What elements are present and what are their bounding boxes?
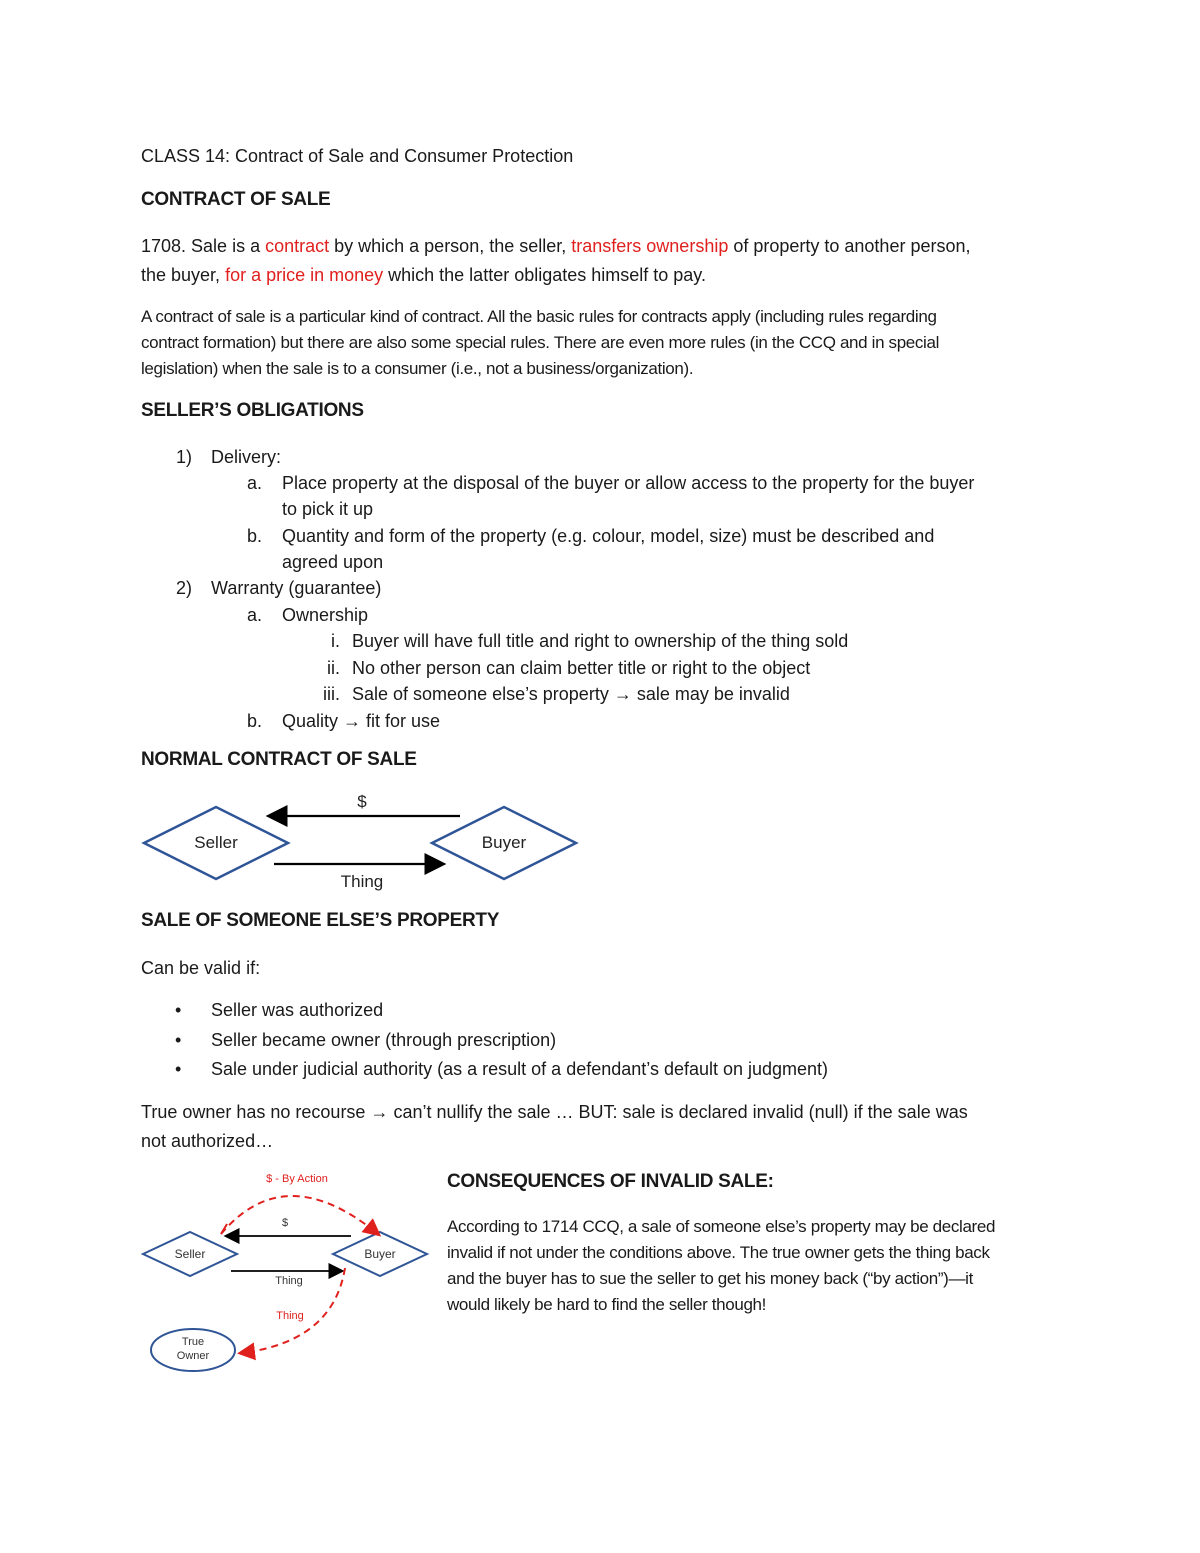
quality-pre: Quality [282,711,344,731]
paragraph-line: would likely be hard to find the seller though! [447,1295,767,1314]
thing-label: Thing [340,872,384,891]
invalid-sale-diagram [135,1160,435,1380]
paragraph-line: A contract of sale is a particular kind of contract. All the basic rules for contracts apply (including rules regarding [141,307,937,326]
heading-contract-of-sale: CONTRACT OF SALE [141,189,331,210]
def1-mid: by which a person, the seller, [329,236,572,256]
bullet-icon: • [175,1059,182,1079]
contract-paragraph [141,304,939,382]
roman-ii: ii. [327,658,340,678]
money-label: $ [281,1217,289,1229]
right-arrow-icon: → [370,1102,389,1122]
heading-normal-contract: NORMAL CONTRACT OF SALE [141,749,417,770]
definition-line-2 [141,262,706,288]
bullet-item: Seller became owner (through prescription) [211,1030,557,1050]
consequences-paragraph [447,1214,995,1318]
list-letter-1b: b. [247,526,263,546]
def1-contract: contract [265,236,330,256]
list-item-quality [282,708,440,734]
roman-iii-post: sale may be invalid [631,684,790,704]
list-item-warranty: Warranty (guarantee) [211,578,382,598]
list-item-1a-line2: to pick it up [282,499,374,519]
paragraph-line: and the buyer has to sue the seller to get his money back (“by action”)—it [447,1269,973,1288]
owner-label-line2: Owner [176,1350,210,1362]
bullet-icon: • [175,1000,182,1020]
list-letter-2a: a. [247,605,263,625]
seller-label: Seller [194,833,238,852]
red-thing-label: Thing [276,1310,304,1322]
roman-iii-pre: Sale of someone else’s property [352,684,614,704]
list-item-ownership: Ownership [282,605,369,625]
class-title: CLASS 14: Contract of Sale and Consumer Protection [141,146,574,166]
by-action-red-arrow [221,1196,378,1234]
heading-consequences: CONSEQUENCES OF INVALID SALE: [447,1171,774,1192]
list-item-1b-line2: agreed upon [282,552,384,572]
def1-transfers-ownership: transfers ownership [571,236,729,256]
def1-post: of property to another person, [728,236,971,256]
paragraph-line: contract formation) but there are also some special rules. There are even more rules (in the CCQ and in special [141,333,940,352]
roman-ii-text: No other person can claim better title or right to the object [352,658,811,678]
normal-sale-diagram [130,785,600,895]
by-action-arrow-tail [221,1224,227,1234]
seller-label: Seller [174,1247,206,1261]
heading-sellers-obligations: SELLER’S OBLIGATIONS [141,400,364,421]
recourse-note-line1 [141,1099,968,1125]
buyer-label: Buyer [481,833,527,852]
valid-if-intro: Can be valid if: [141,958,261,978]
list-item-1a-line1: Place property at the disposal of the buyer or allow access to the property for the buyer [282,473,975,493]
paragraph-line: invalid if not under the conditions above. The true owner gets the thing back [447,1243,990,1262]
list-letter-1a: a. [247,473,263,493]
right-arrow-icon: → [613,684,632,704]
buyer-label: Buyer [364,1247,396,1261]
quality-post: fit for use [361,711,441,731]
def2-post: which the latter obligates himself to pay. [383,265,706,285]
by-action-label: $ - By Action [266,1173,328,1185]
bullet-item: Sale under judicial authority (as a result of a defendant’s default on judgment) [211,1059,829,1079]
bullet-icon: • [175,1030,182,1050]
definition-line-1 [141,233,971,259]
roman-i: i. [331,631,340,651]
paragraph-line: legislation) when the sale is to a consumer (i.e., not a business/organization). [141,359,694,378]
list-num-1: 1) [176,447,193,467]
owner-label-line1: True [181,1336,205,1348]
list-item-delivery: Delivery: [211,447,282,467]
paragraph-line: According to 1714 CCQ, a sale of someone else’s property may be declared [447,1217,996,1236]
def1-pre: 1708. Sale is a [141,236,266,256]
roman-iii: iii. [323,684,340,704]
recourse-post: can’t nullify the sale … BUT: sale is declared invalid (null) if the sale was [388,1102,968,1122]
list-item-1b-line1: Quantity and form of the property (e.g. colour, model, size) must be described and [282,526,935,546]
roman-i-text: Buyer will have full title and right to ownership of the thing sold [352,631,849,651]
roman-iii-text [352,681,790,707]
recourse-pre: True owner has no recourse [141,1102,371,1122]
bullet-item: Seller was authorized [211,1000,384,1020]
money-label: $ [357,792,367,811]
list-num-2: 2) [176,578,193,598]
def2-price-in-money: for a price in money [225,265,384,285]
right-arrow-icon: → [343,711,362,731]
def2-pre: the buyer, [141,265,226,285]
list-letter-2b: b. [247,711,263,731]
recourse-note-line2: not authorized… [141,1131,274,1151]
thing-label: Thing [275,1275,303,1287]
heading-sale-someone-else: SALE OF SOMEONE ELSE’S PROPERTY [141,910,500,931]
